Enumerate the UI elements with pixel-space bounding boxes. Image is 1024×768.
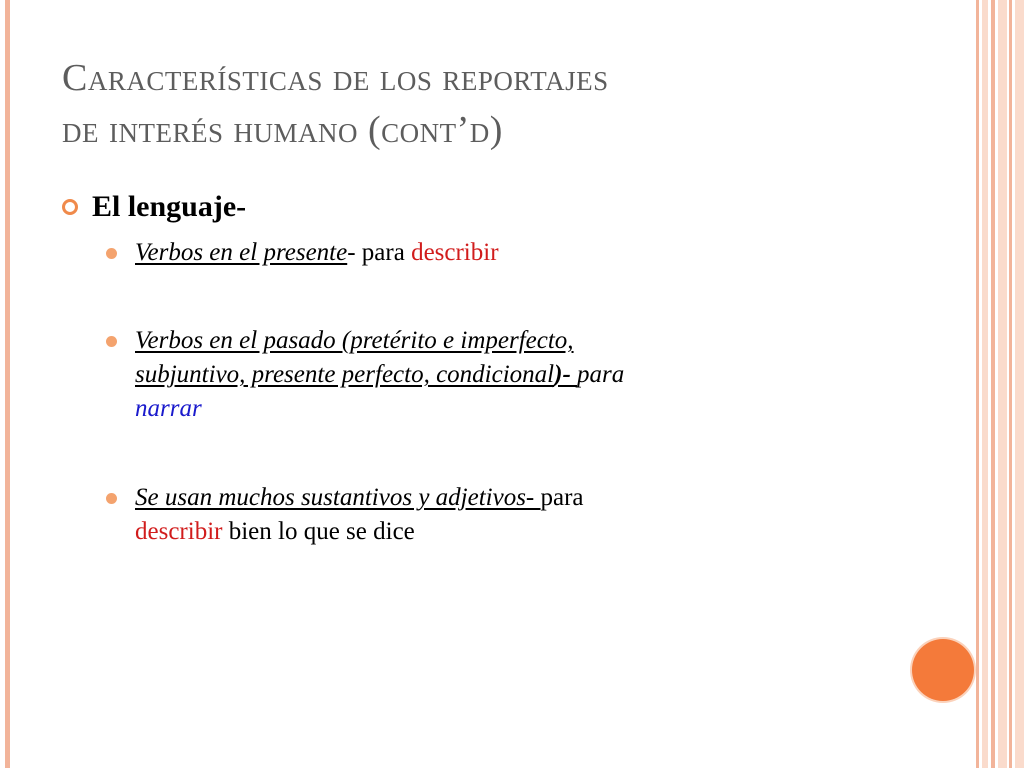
- left-border-line: [5, 0, 10, 768]
- item2-purpose: narrar: [135, 395, 202, 422]
- level1-bullet: [62, 190, 246, 224]
- item1-purpose: describir: [411, 239, 499, 266]
- slide-title: [62, 52, 912, 156]
- item3-para: para: [540, 484, 584, 511]
- list-item: [106, 324, 806, 426]
- section-heading: El lenguaje-: [92, 190, 247, 223]
- item3-phrase: Se usan muchos sustantivos y adjetivos-: [135, 484, 541, 511]
- item2-para: para: [577, 361, 625, 388]
- item1-connector: - para: [347, 239, 412, 266]
- slide-title-line2: de interés humano (cont’d): [62, 109, 503, 151]
- list-item: [106, 481, 806, 549]
- bullet-dot-icon: [106, 336, 117, 347]
- list-item: [106, 236, 806, 270]
- item1-phrase: Verbos en el presente: [135, 239, 348, 266]
- bullet-dot-icon: [106, 248, 117, 259]
- item2-phrase-line1: Verbos en el pasado (pretérito e imperfecto,: [135, 327, 574, 354]
- item2-connector: )-: [554, 361, 578, 388]
- item3-rest: bien lo que se dice: [222, 518, 415, 545]
- slide-title-line1: Características de los reportajes: [62, 57, 609, 99]
- item3-purpose: describir: [135, 518, 223, 545]
- decorative-circle: [912, 639, 974, 701]
- bullet-dot-icon: [106, 493, 117, 504]
- item2-phrase-line2: subjuntivo, presente perfecto, condicional: [135, 361, 555, 388]
- ring-bullet-icon: [62, 199, 78, 215]
